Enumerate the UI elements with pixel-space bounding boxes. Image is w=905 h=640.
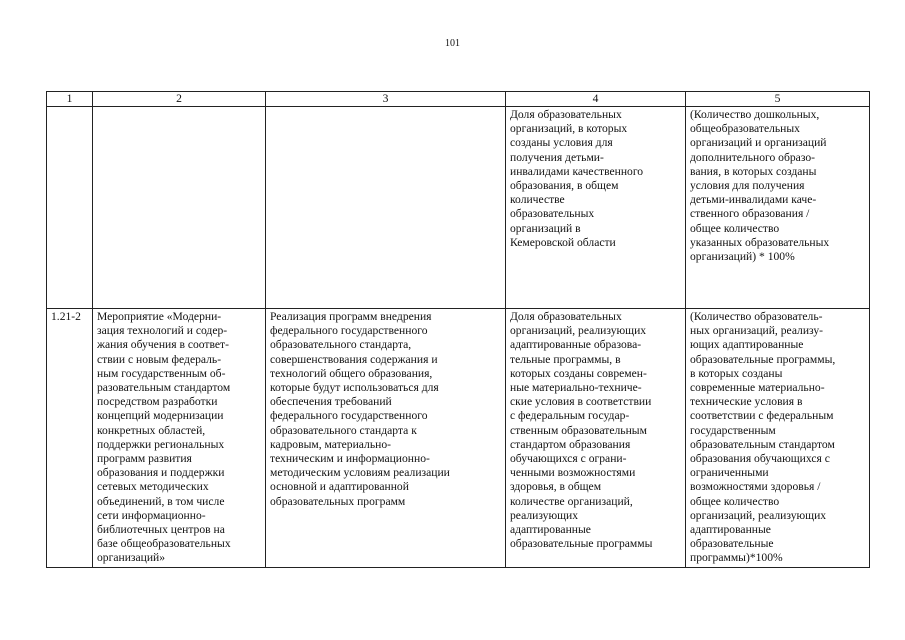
cell-text-line: концепций модернизации <box>97 409 224 423</box>
cell-text-line: жания обучения в соответ- <box>97 338 229 352</box>
cell-text-line: Кемеровской области <box>510 235 616 249</box>
formula-cell <box>686 309 870 568</box>
cell-text-line: (Количество образователь- <box>690 310 823 323</box>
cell-text-line: обеспечения требований <box>270 395 392 409</box>
cell-text-line: сети информационно- <box>97 508 206 522</box>
cell-text-line: федерального государственного <box>270 409 428 423</box>
cell-text-line: организаций» <box>97 551 166 565</box>
cell-text-line: техническим и информационно- <box>270 452 430 466</box>
cell-text-line: образования, в общем <box>510 179 619 193</box>
cell-text-line: ченными возможностями <box>510 466 636 480</box>
activity-cell <box>93 309 266 568</box>
cell-text-line: с федеральным государ- <box>510 409 630 423</box>
cell-text-line: посредством разработки <box>97 395 218 409</box>
cell-text-line: Реализация программ внедрения <box>270 310 432 323</box>
cell-text-line: количестве <box>510 193 565 207</box>
cell-text-line: поддержки региональных <box>97 437 225 451</box>
cell-text-line: совершенствования содержания и <box>270 352 438 366</box>
cell-text-line: общеобразовательных <box>690 122 800 136</box>
cell-text-line: образования обучающихся с <box>690 452 830 466</box>
cell-text-line: (Количество дошкольных, <box>690 108 820 121</box>
cell-text-line: условия для получения <box>690 179 805 193</box>
cell-text-line: современные материально- <box>690 381 825 395</box>
cell-text-line: образовательные программы <box>510 537 653 551</box>
cell-text-line: образования и поддержки <box>97 466 225 480</box>
cell-text-line: ным государственным об- <box>97 366 226 380</box>
cell-text-line: ющих адаптированные <box>690 338 804 352</box>
cell-text-line: государственным <box>690 423 776 437</box>
cell-text-line: технологий общего образования, <box>270 366 433 380</box>
cell-text-line: дополнительного образо- <box>690 150 815 164</box>
row-number <box>47 107 93 309</box>
row-number: 1.21-2 <box>47 309 93 568</box>
cell-text-line: стандартом образования <box>510 437 631 451</box>
cell-text-line: основной и адаптированной <box>270 480 409 494</box>
header-cell-3: 3 <box>266 92 506 107</box>
header-cell-2: 2 <box>93 92 266 107</box>
table-row <box>47 107 870 309</box>
cell-text-line: возможностями здоровья / <box>690 480 821 494</box>
cell-text-line: организаций, реализующих <box>510 324 647 338</box>
cell-text-line: адаптированные образова- <box>510 338 642 352</box>
header-cell-4: 4 <box>506 92 686 107</box>
cell-text-line: программ развития <box>97 452 192 466</box>
cell-text-line: Доля образовательных <box>510 108 622 121</box>
cell-text-line: организаций, в которых <box>510 122 628 136</box>
cell-text-line: общее количество <box>690 221 780 235</box>
cell-text-line: созданы условия для <box>510 136 613 150</box>
cell-text-line: обучающихся с ограни- <box>510 452 627 466</box>
cell-text-line: объединений, в том числе <box>97 494 225 508</box>
cell-text-line: инвалидами качественного <box>510 164 644 178</box>
cell-text-line: ствии с новым федераль- <box>97 352 222 366</box>
indicator-cell <box>506 107 686 309</box>
cell-text-line: которых созданы современ- <box>510 366 647 380</box>
cell-text-line: образовательным стандартом <box>690 437 835 451</box>
header-row <box>47 92 870 107</box>
cell-text-line: Доля образовательных <box>510 310 622 323</box>
cell-text-line: ных организаций, реализу- <box>690 324 824 338</box>
cell-text-line: общее количество <box>690 494 780 508</box>
cell-text-line: федерального государственного <box>270 324 428 338</box>
description-cell <box>266 107 506 309</box>
cell-text-line: в которых созданы <box>690 366 783 380</box>
cell-text-line: которые будут использоваться для <box>270 381 439 395</box>
cell-text-line: образовательные программы, <box>690 352 836 366</box>
cell-text-line: ственным образовательным <box>510 423 647 437</box>
data-table <box>46 91 870 568</box>
page-number: 101 <box>445 38 460 49</box>
indicator-cell <box>506 309 686 568</box>
cell-text-line: образовательного стандарта, <box>270 338 412 352</box>
cell-text-line: конкретных областей, <box>97 423 206 437</box>
table-row <box>47 309 870 568</box>
cell-text-line: зация технологий и содер- <box>97 324 228 338</box>
cell-text-line: образовательных программ <box>270 494 406 508</box>
header-cell-1: 1 <box>47 92 93 107</box>
cell-text-line: организаций в <box>510 221 581 235</box>
cell-text-line: организаций и организаций <box>690 136 827 150</box>
cell-text-line: вания, в которых созданы <box>690 164 817 178</box>
cell-text-line: Мероприятие «Модерни- <box>97 310 222 323</box>
cell-text-line: тельные программы, в <box>510 352 621 366</box>
cell-text-line: базе общеобразовательных <box>97 537 231 551</box>
cell-text-line: реализующих <box>510 508 579 522</box>
cell-text-line: получения детьми- <box>510 150 604 164</box>
cell-text-line: организаций) * 100% <box>690 250 795 264</box>
cell-text-line: методическим условиям реализации <box>270 466 450 480</box>
activity-cell <box>93 107 266 309</box>
cell-text-line: технические условия в <box>690 395 803 409</box>
cell-text-line: детьми-инвалидами каче- <box>690 193 817 207</box>
cell-text-line: указанных образовательных <box>690 235 830 249</box>
cell-text-line: адаптированные <box>690 523 771 537</box>
cell-text-line: образовательного стандарта к <box>270 423 417 437</box>
cell-text-line: количестве организаций, <box>510 494 633 508</box>
formula-cell <box>686 107 870 309</box>
cell-text-line: образовательные <box>690 537 774 551</box>
cell-text-line: образовательных <box>510 207 595 221</box>
cell-text-line: адаптированные <box>510 523 591 537</box>
cell-text-line: программы)*100% <box>690 551 783 565</box>
cell-text-line: ственного образования / <box>690 207 810 221</box>
cell-text-line: ограниченными <box>690 466 769 480</box>
cell-text-line: разовательным стандартом <box>97 381 231 395</box>
description-cell <box>266 309 506 568</box>
cell-text-line: библиотечных центров на <box>97 523 225 537</box>
header-cell-5: 5 <box>686 92 870 107</box>
cell-text-line: здоровья, в общем <box>510 480 602 494</box>
cell-text-line: сетевых методических <box>97 480 209 494</box>
cell-text-line: кадровым, материально- <box>270 437 391 451</box>
cell-text-line: ные материально-техниче- <box>510 381 642 395</box>
cell-text-line: ские условия в соответствии <box>510 395 652 409</box>
cell-text-line: соответствии с федеральным <box>690 409 834 423</box>
cell-text-line: организаций, реализующих <box>690 508 827 522</box>
